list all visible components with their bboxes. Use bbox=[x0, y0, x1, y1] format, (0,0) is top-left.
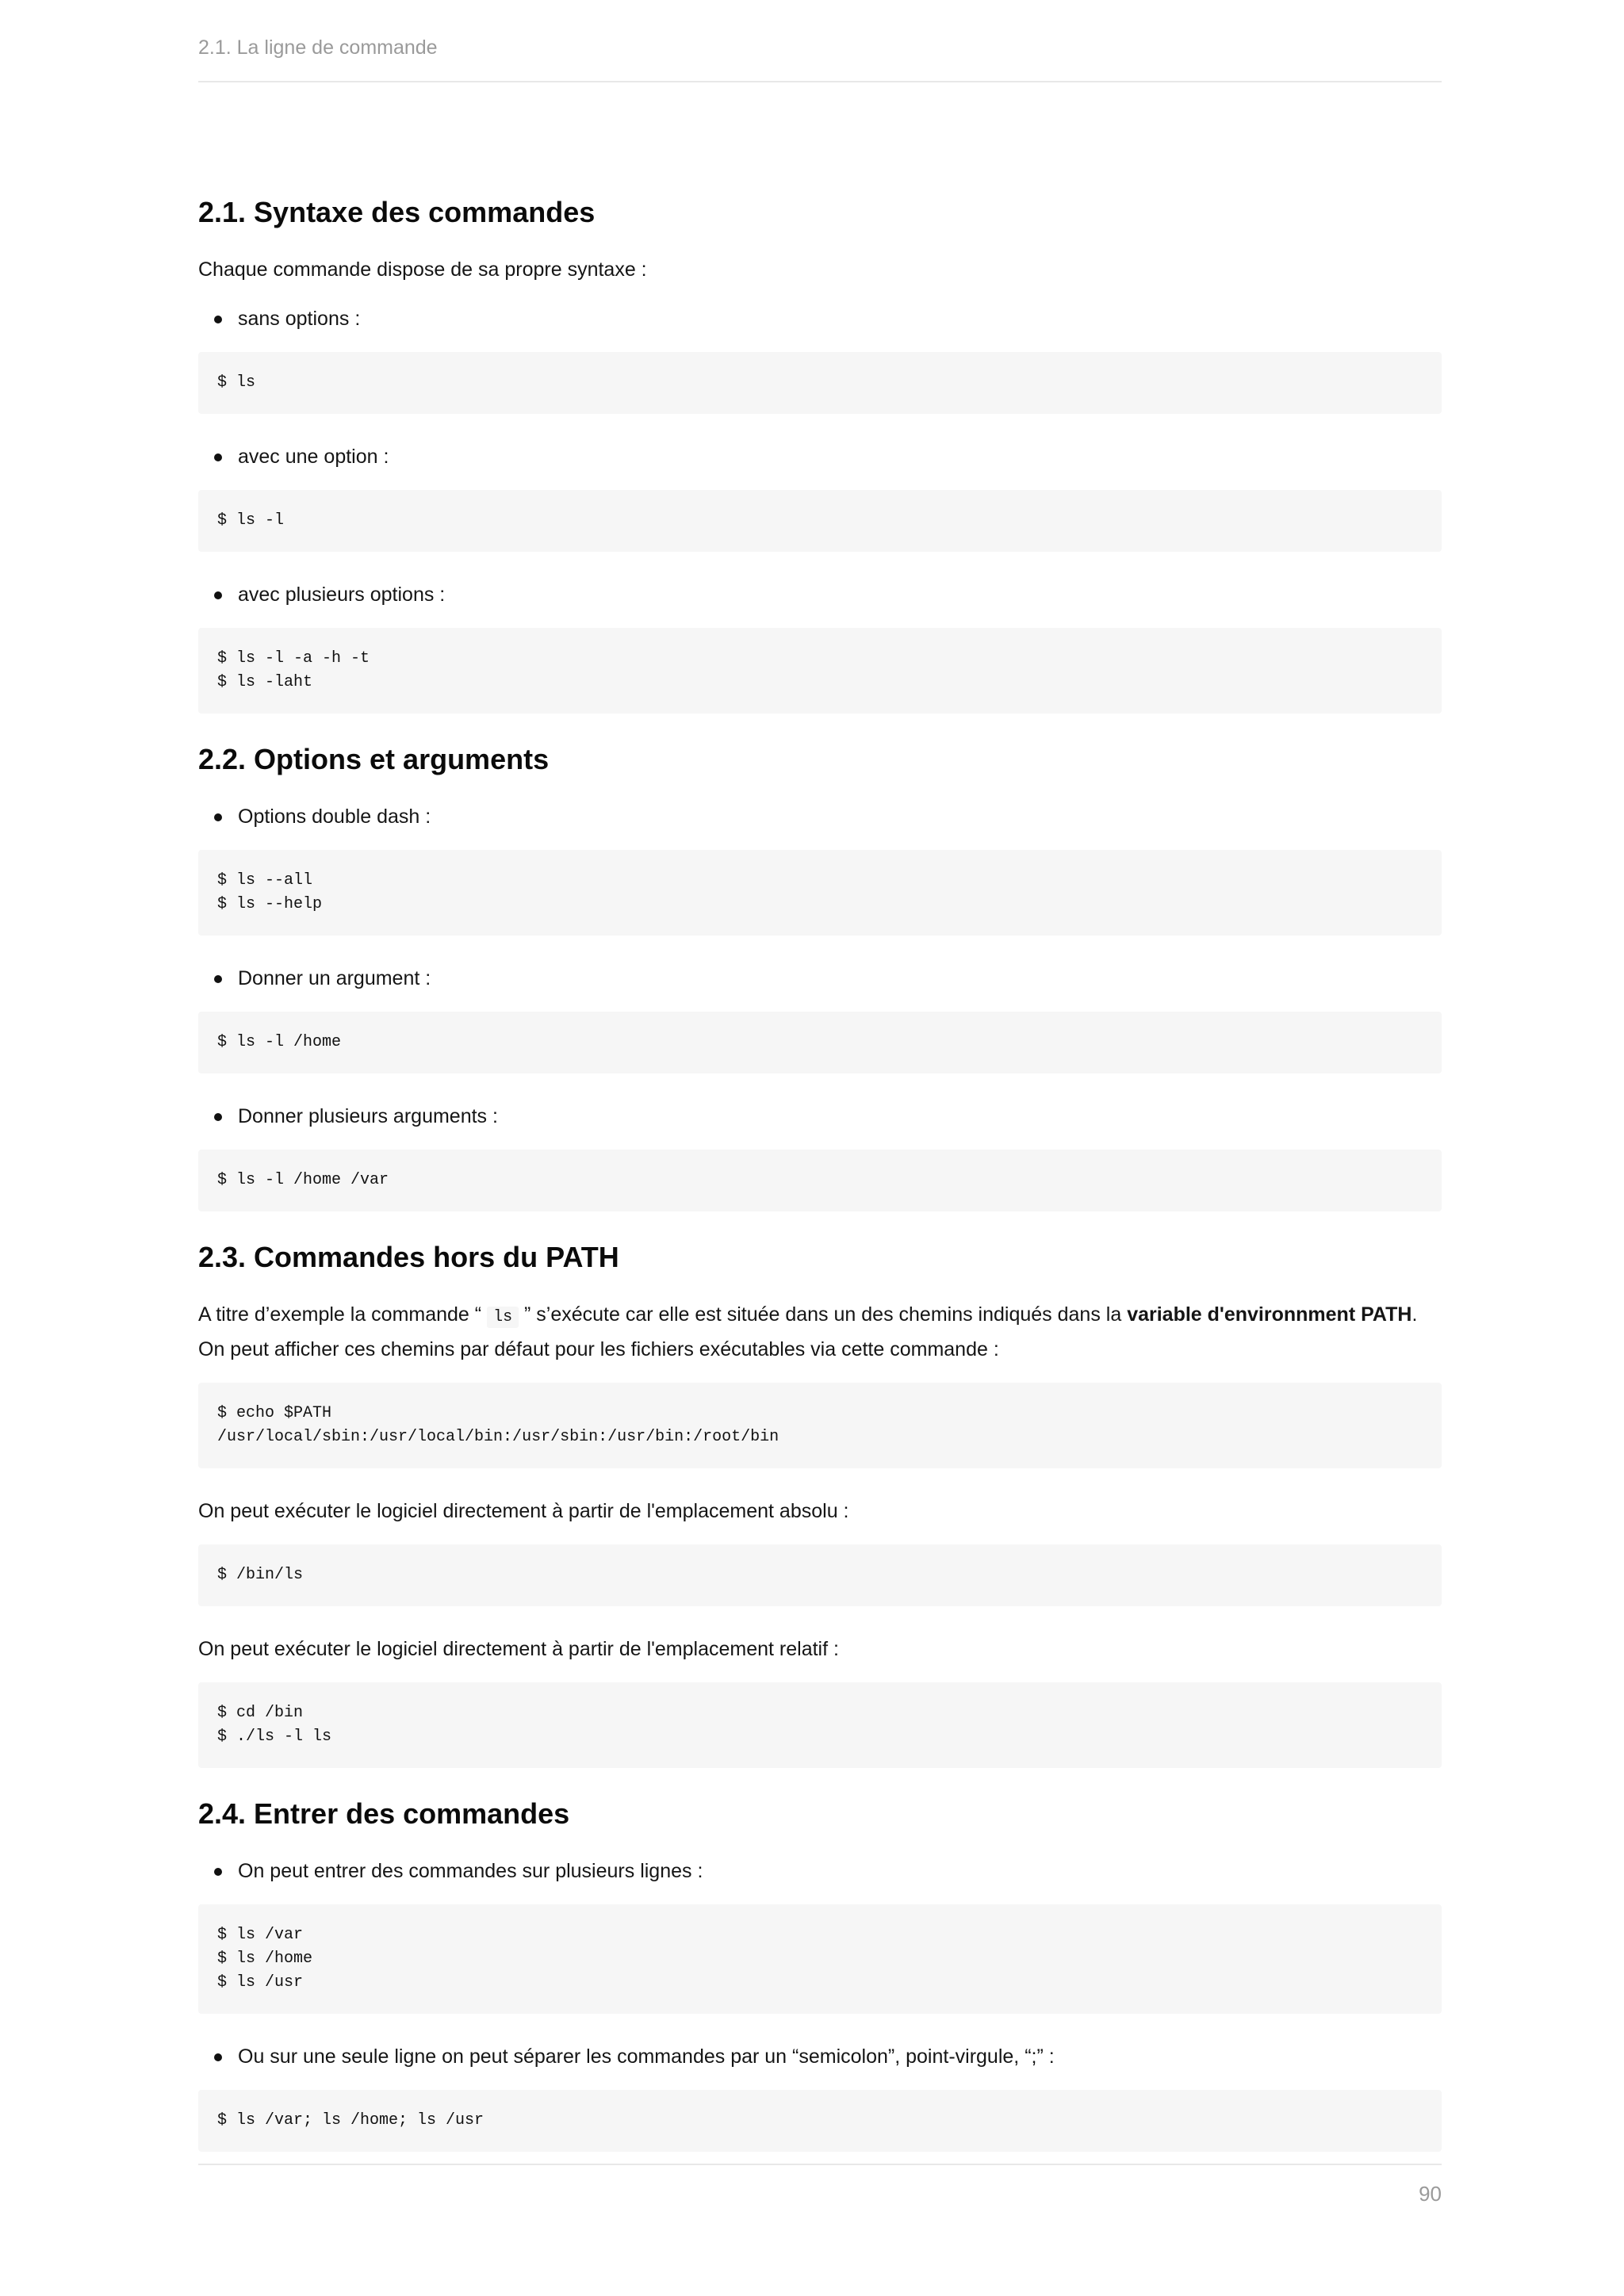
footer-divider bbox=[198, 2164, 1442, 2165]
section-2-1-intro: Chaque commande dispose de sa propre syntaxe : bbox=[198, 258, 647, 281]
text-run: . On peut afficher ces chemins par défaut pour les fichiers exécutables via cette commande : bbox=[198, 1303, 1418, 1360]
list-item: On peut entrer des commandes sur plusieurs lignes : bbox=[198, 1855, 1442, 1887]
code-block[interactable]: $ ls -l /home bbox=[198, 1012, 1442, 1073]
section-2-3-absolute-paragraph: On peut exécuter le logiciel directement à partir de l'emplacement absolu : bbox=[198, 1500, 849, 1522]
header-divider bbox=[198, 81, 1442, 82]
list-item: avec plusieurs options : bbox=[198, 579, 1442, 610]
code-block[interactable]: $ cd /bin $ ./ls -l ls bbox=[198, 1682, 1442, 1768]
page-number: 90 bbox=[1419, 2182, 1442, 2206]
page-content bbox=[198, 193, 1442, 2152]
list-item: Options double dash : bbox=[198, 801, 1442, 832]
code-block[interactable]: $ /bin/ls bbox=[198, 1544, 1442, 1606]
list-item: Donner un argument : bbox=[198, 962, 1442, 994]
code-block[interactable]: $ ls --all $ ls --help bbox=[198, 850, 1442, 936]
list-item: Donner plusieurs arguments : bbox=[198, 1100, 1442, 1132]
section-heading-2-3: 2.3. Commandes hors du PATH bbox=[198, 1241, 619, 1273]
code-block[interactable]: $ echo $PATH /usr/local/sbin:/usr/local/bin:/usr/sbin:/usr/bin:/root/bin bbox=[198, 1383, 1442, 1468]
code-block[interactable]: $ ls bbox=[198, 352, 1442, 414]
code-block[interactable]: $ ls -l bbox=[198, 490, 1442, 552]
code-block[interactable]: $ ls /var; ls /home; ls /usr bbox=[198, 2090, 1442, 2152]
section-heading-2-1: 2.1. Syntaxe des commandes bbox=[198, 196, 596, 228]
document-page bbox=[198, 0, 1442, 2296]
text-run: A titre d’exemple la commande “ bbox=[198, 1303, 488, 1326]
bold-term: variable d'environnment PATH bbox=[1127, 1303, 1412, 1326]
code-block[interactable]: $ ls -l /home /var bbox=[198, 1150, 1442, 1211]
section-heading-2-4: 2.4. Entrer des commandes bbox=[198, 1797, 570, 1830]
list-item: avec une option : bbox=[198, 441, 1442, 473]
section-2-3-paragraph bbox=[198, 1299, 1442, 1365]
section-2-3-relative-paragraph: On peut exécuter le logiciel directement à partir de l'emplacement relatif : bbox=[198, 1638, 839, 1660]
list-item: sans options : bbox=[198, 303, 1442, 335]
inline-code: ls bbox=[487, 1307, 519, 1328]
list-item: Ou sur une seule ligne on peut séparer les commandes par un “semicolon”, point-virgule, “;” : bbox=[198, 2041, 1442, 2072]
code-block[interactable]: $ ls /var $ ls /home $ ls /usr bbox=[198, 1904, 1442, 2014]
code-block[interactable]: $ ls -l -a -h -t $ ls -laht bbox=[198, 628, 1442, 714]
running-header: 2.1. La ligne de commande bbox=[198, 36, 438, 59]
section-heading-2-2: 2.2. Options et arguments bbox=[198, 743, 550, 775]
text-run: ” s’exécute car elle est située dans un des chemins indiqués dans la bbox=[519, 1303, 1128, 1326]
